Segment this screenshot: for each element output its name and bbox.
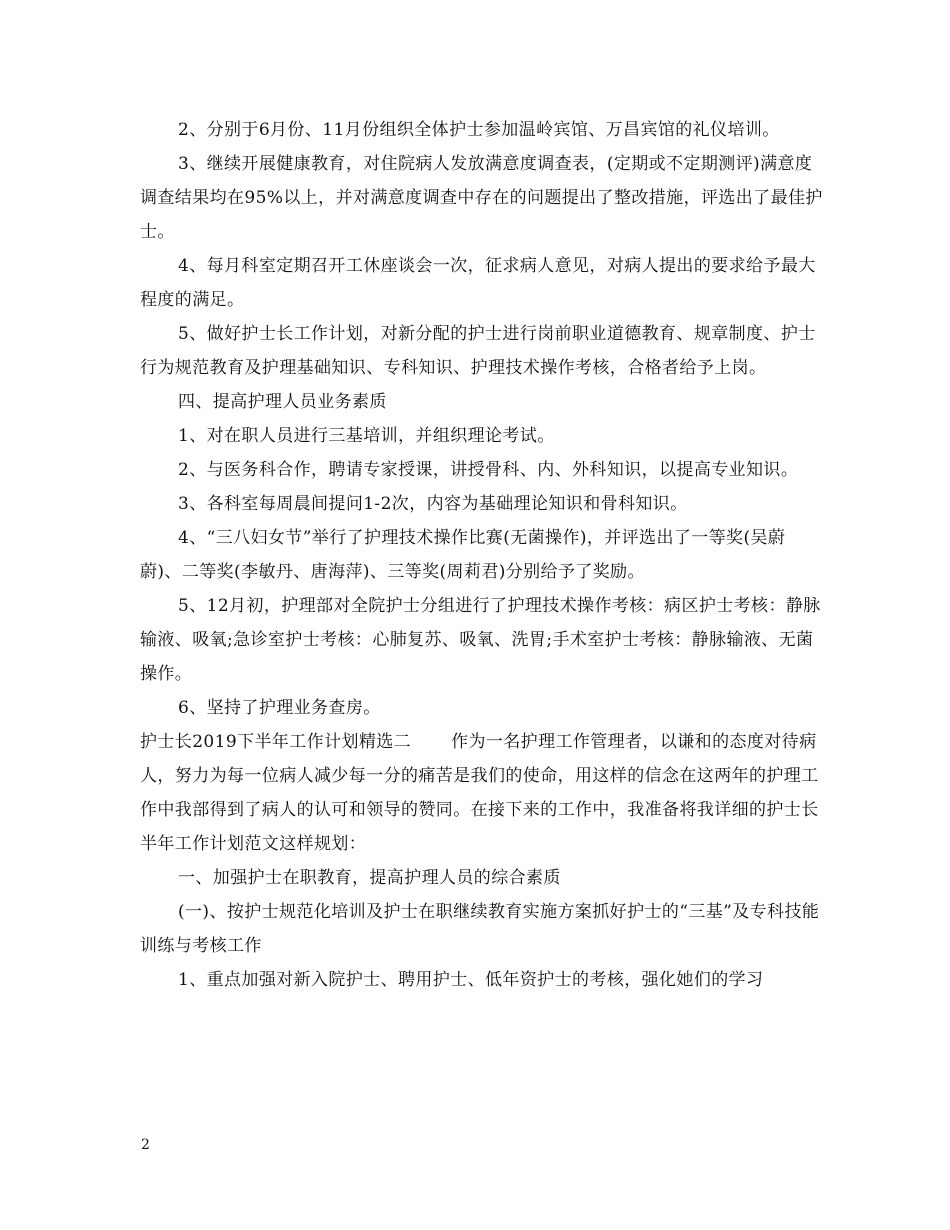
section-intro: 作为一名护理工作管理者，以谦和的态度对待病人，努力为每一位病人减少每一分的痛苦是我们的使命，用这样的信念在这两年的护理工作中我部得到了病人的认可和领导的赞同。在接下来的工作中，我准备将我详细的护士长半年工作计划范文这样规划： — [140, 732, 819, 854]
paragraph: 4、“三八妇女节”举行了护理技术操作比赛(无菌操作)，并评选出了一等奖(吴蔚蔚)、二等奖(李敏丹、唐海萍)、三等奖(周莉君)分别给予了奖励。 — [140, 528, 786, 582]
paragraph: 3、各科室每周晨间提问1-2次，内容为基础理论知识和骨科知识。 — [178, 494, 688, 514]
paragraph: 3、继续开展健康教育，对住院病人发放满意度调查表，(定期或不定期测评)满意度调查结果均在95%以上，并对满意度调查中存在的问题提出了整改措施，评选出了最佳护士。 — [140, 154, 823, 242]
paragraph: 4、每月科室定期召开工休座谈会一次，征求病人意见，对病人提出的要求给予最大程度的满足。 — [140, 256, 816, 310]
paragraph: 1、重点加强对新入院护士、聘用护士、低年资护士的考核，强化她们的学习 — [178, 970, 764, 990]
section-title: 护士长2019下半年工作计划精选二 — [140, 732, 412, 752]
paragraph: (一)、按护士规范化培训及护士在职继续教育实施方案抓好护士的“三基”及专科技能训练与考核工作 — [140, 902, 820, 956]
section-heading: 一、加强护士在职教育，提高护理人员的综合素质 — [178, 868, 561, 888]
paragraph: 2、与医务科合作，聘请专家授课，讲授骨科、内、外科知识，以提高专业知识。 — [178, 460, 799, 480]
section-heading: 四、提高护理人员业务素质 — [178, 392, 387, 412]
paragraph: 1、对在职人员进行三基培训，并组织理论考试。 — [178, 426, 555, 446]
document-body — [140, 113, 824, 997]
paragraph: 2、分别于6月份、11月份组织全体护士参加温岭宾馆、万昌宾馆的礼仪培训。 — [178, 120, 780, 140]
paragraph: 5、12月初，护理部对全院护士分组进行了护理技术操作考核：病区护士考核：静脉输液、吸氧;急诊室护士考核：心肺复苏、吸氧、洗胃;手术室护士考核：静脉输液、无菌操作。 — [140, 596, 821, 684]
section-intro-paragraph — [140, 725, 824, 861]
paragraph: 6、坚持了护理业务查房。 — [178, 698, 381, 718]
paragraph: 5、做好护士长工作计划，对新分配的护士进行岗前职业道德教育、规章制度、护士行为规范教育及护理基础知识、专科知识、护理技术操作考核，合格者给予上岗。 — [140, 324, 816, 378]
page-number: 2 — [141, 1137, 150, 1153]
